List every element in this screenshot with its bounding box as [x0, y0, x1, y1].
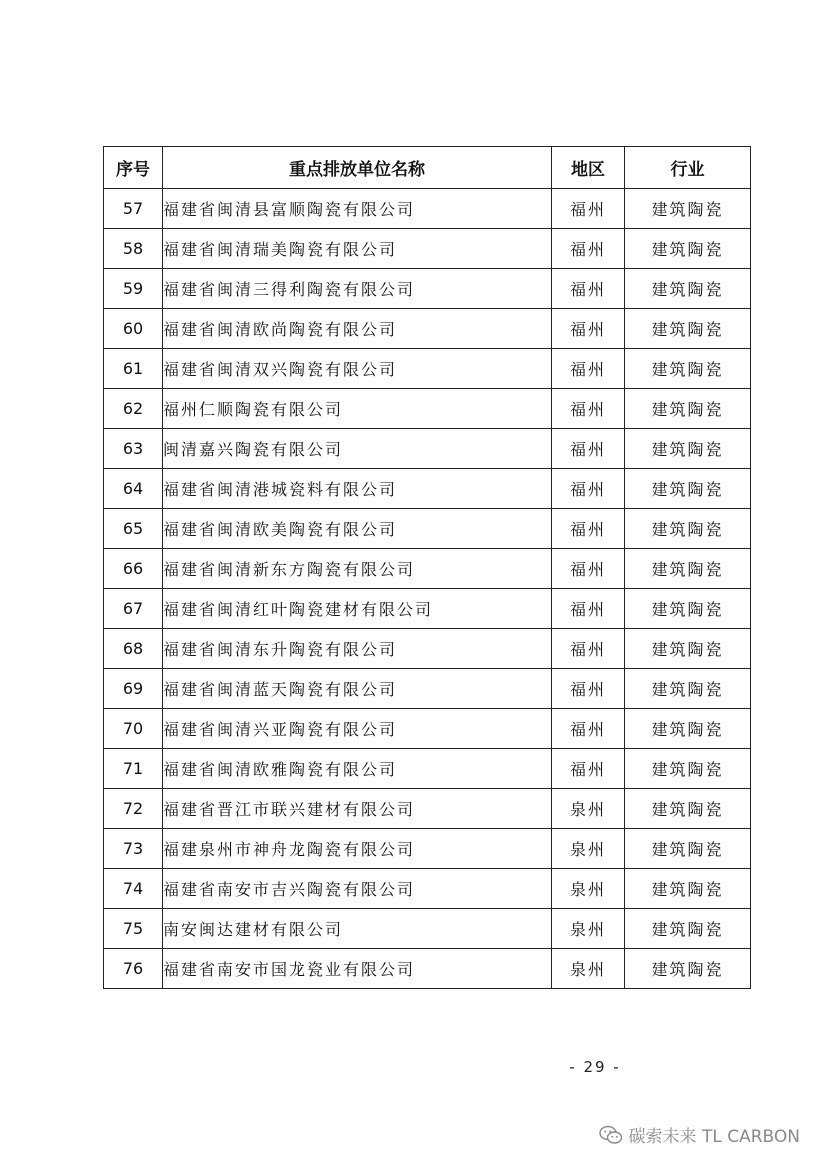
table-row	[104, 869, 751, 909]
region-cell: 福州	[552, 349, 625, 389]
table-row	[104, 669, 751, 709]
unit-name-cell: 福建省闽清三得利陶瓷有限公司	[163, 269, 552, 309]
region-cell: 福州	[552, 589, 625, 629]
serial-cell: 58	[104, 229, 163, 269]
unit-name-cell: 福建省闽清县富顺陶瓷有限公司	[163, 189, 552, 229]
table-row	[104, 829, 751, 869]
unit-name-cell: 福建泉州市神舟龙陶瓷有限公司	[163, 829, 552, 869]
unit-name-cell: 福建省南安市吉兴陶瓷有限公司	[163, 869, 552, 909]
serial-cell: 73	[104, 829, 163, 869]
unit-name-cell: 福建省闽清欧尚陶瓷有限公司	[163, 309, 552, 349]
table-row	[104, 349, 751, 389]
industry-cell: 建筑陶瓷	[625, 469, 751, 509]
serial-cell: 74	[104, 869, 163, 909]
unit-name-cell: 福建省闽清红叶陶瓷建材有限公司	[163, 589, 552, 629]
table-row	[104, 389, 751, 429]
industry-cell: 建筑陶瓷	[625, 309, 751, 349]
unit-name-cell: 福建省闽清欧雅陶瓷有限公司	[163, 749, 552, 789]
watermark	[599, 1122, 800, 1147]
table-row	[104, 469, 751, 509]
serial-cell: 60	[104, 309, 163, 349]
region-cell: 福州	[552, 429, 625, 469]
serial-cell: 71	[104, 749, 163, 789]
table-row	[104, 549, 751, 589]
region-cell: 福州	[552, 749, 625, 789]
serial-cell: 69	[104, 669, 163, 709]
region-cell: 福州	[552, 229, 625, 269]
serial-cell: 57	[104, 189, 163, 229]
header-region: 地区	[552, 147, 625, 189]
region-cell: 泉州	[552, 949, 625, 989]
unit-name-cell: 福建省南安市国龙瓷业有限公司	[163, 949, 552, 989]
region-cell: 泉州	[552, 829, 625, 869]
unit-name-cell: 福建省闽清兴亚陶瓷有限公司	[163, 709, 552, 749]
industry-cell: 建筑陶瓷	[625, 429, 751, 469]
table-row	[104, 189, 751, 229]
region-cell: 福州	[552, 389, 625, 429]
table-row	[104, 909, 751, 949]
table-row	[104, 309, 751, 349]
serial-cell: 63	[104, 429, 163, 469]
emission-units-table	[103, 146, 751, 989]
wechat-icon	[599, 1125, 623, 1145]
region-cell: 福州	[552, 309, 625, 349]
region-cell: 福州	[552, 189, 625, 229]
industry-cell: 建筑陶瓷	[625, 389, 751, 429]
unit-name-cell: 福建省闽清东升陶瓷有限公司	[163, 629, 552, 669]
industry-cell: 建筑陶瓷	[625, 189, 751, 229]
industry-cell: 建筑陶瓷	[625, 669, 751, 709]
industry-cell: 建筑陶瓷	[625, 269, 751, 309]
table-row	[104, 429, 751, 469]
serial-cell: 68	[104, 629, 163, 669]
region-cell: 福州	[552, 709, 625, 749]
serial-cell: 70	[104, 709, 163, 749]
header-unit-name: 重点排放单位名称	[163, 147, 552, 189]
unit-name-cell: 福建省闽清港城瓷料有限公司	[163, 469, 552, 509]
industry-cell: 建筑陶瓷	[625, 869, 751, 909]
serial-cell: 66	[104, 549, 163, 589]
table-row	[104, 749, 751, 789]
unit-name-cell: 福建省闽清新东方陶瓷有限公司	[163, 549, 552, 589]
industry-cell: 建筑陶瓷	[625, 589, 751, 629]
table-row	[104, 589, 751, 629]
industry-cell: 建筑陶瓷	[625, 829, 751, 869]
serial-cell: 62	[104, 389, 163, 429]
table-row	[104, 709, 751, 749]
unit-name-cell: 福州仁顺陶瓷有限公司	[163, 389, 552, 429]
region-cell: 泉州	[552, 909, 625, 949]
table-row	[104, 789, 751, 829]
serial-cell: 65	[104, 509, 163, 549]
region-cell: 泉州	[552, 789, 625, 829]
header-industry: 行业	[625, 147, 751, 189]
serial-cell: 64	[104, 469, 163, 509]
header-serial: 序号	[104, 147, 163, 189]
table-row	[104, 229, 751, 269]
region-cell: 福州	[552, 469, 625, 509]
region-cell: 福州	[552, 269, 625, 309]
region-cell: 福州	[552, 669, 625, 709]
industry-cell: 建筑陶瓷	[625, 709, 751, 749]
table-row	[104, 949, 751, 989]
unit-name-cell: 南安闽达建材有限公司	[163, 909, 552, 949]
region-cell: 福州	[552, 509, 625, 549]
table-row	[104, 269, 751, 309]
industry-cell: 建筑陶瓷	[625, 909, 751, 949]
serial-cell: 59	[104, 269, 163, 309]
serial-cell: 76	[104, 949, 163, 989]
table-row	[104, 629, 751, 669]
unit-name-cell: 福建省闽清欧美陶瓷有限公司	[163, 509, 552, 549]
table-row	[104, 509, 751, 549]
industry-cell: 建筑陶瓷	[625, 549, 751, 589]
unit-name-cell: 福建省闽清瑞美陶瓷有限公司	[163, 229, 552, 269]
region-cell: 福州	[552, 549, 625, 589]
serial-cell: 75	[104, 909, 163, 949]
watermark-text: 碳索未来 TL CARBON	[628, 1127, 800, 1147]
unit-name-cell: 福建省闽清双兴陶瓷有限公司	[163, 349, 552, 389]
industry-cell: 建筑陶瓷	[625, 229, 751, 269]
industry-cell: 建筑陶瓷	[625, 629, 751, 669]
region-cell: 福州	[552, 629, 625, 669]
serial-cell: 61	[104, 349, 163, 389]
unit-name-cell: 福建省晋江市联兴建材有限公司	[163, 789, 552, 829]
unit-name-cell: 福建省闽清蓝天陶瓷有限公司	[163, 669, 552, 709]
region-cell: 泉州	[552, 869, 625, 909]
industry-cell: 建筑陶瓷	[625, 949, 751, 989]
table-body	[104, 189, 751, 989]
unit-name-cell: 闽清嘉兴陶瓷有限公司	[163, 429, 552, 469]
serial-cell: 67	[104, 589, 163, 629]
table-header-row	[104, 147, 751, 189]
industry-cell: 建筑陶瓷	[625, 749, 751, 789]
industry-cell: 建筑陶瓷	[625, 509, 751, 549]
serial-cell: 72	[104, 789, 163, 829]
industry-cell: 建筑陶瓷	[625, 789, 751, 829]
industry-cell: 建筑陶瓷	[625, 349, 751, 389]
page-number: - 29 -	[569, 1058, 621, 1076]
